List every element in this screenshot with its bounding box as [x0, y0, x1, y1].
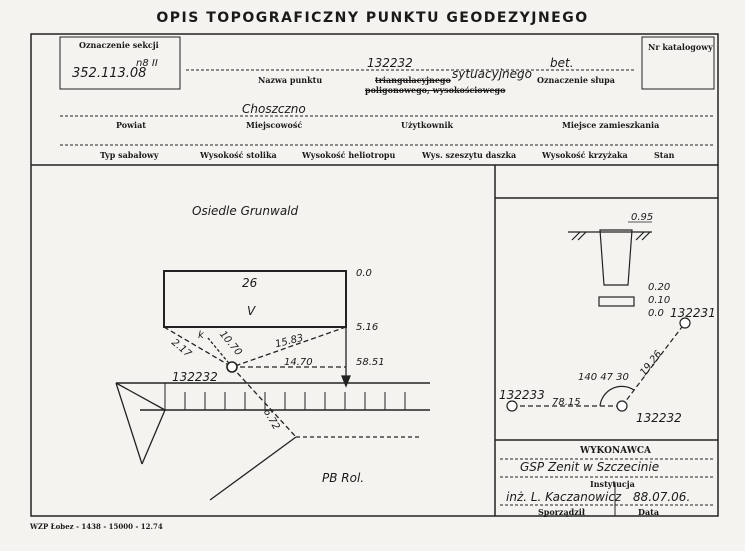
data-label: Data — [638, 507, 659, 517]
depth-c: 0.0 — [648, 308, 664, 319]
point-number: 132232 — [367, 56, 413, 70]
point-type-strike-1: triangulacyjnego — [375, 75, 451, 85]
wykonawca-value: GSP Zenit w Szczecinie — [520, 460, 660, 474]
angle-label: 140 47 30 — [578, 372, 629, 383]
stan-label: Stan — [654, 150, 675, 160]
pt-left-label: 132233 — [499, 388, 545, 402]
miejsce-label: Miejsce zamieszkania — [562, 120, 660, 130]
sporzadzil-label: Sporządził — [538, 507, 585, 517]
depth-top: 0.95 — [631, 212, 654, 223]
stolik-label: Wysokość stolika — [200, 150, 277, 160]
section-label: Oznaczenie sekcji — [79, 40, 159, 50]
catalog-label: Nr katalogowy — [648, 42, 713, 52]
heliotrop-label: Wysokość heliotropu — [302, 150, 396, 160]
wykonawca-label: WYKONAWCA — [580, 446, 651, 456]
offset-top: 0.0 — [356, 268, 372, 279]
building-floors: V — [247, 304, 256, 318]
dist-3: 10.70 — [216, 328, 244, 359]
krzyzak-label: Wysokość krzyżaka — [542, 150, 628, 160]
szeszyt-label: Wys. szeszytu daszka — [422, 150, 517, 160]
pb-label: PB Rol. — [322, 471, 365, 485]
pt-bottom-label: 132232 — [636, 411, 682, 425]
powiat-label: Powiat — [116, 120, 146, 130]
dist-5: 6.72 — [260, 407, 282, 432]
point-bottom — [617, 401, 627, 411]
dist-right: 19.26 — [638, 348, 665, 379]
typ-label: Typ sabałowy — [100, 150, 159, 160]
base-plate — [599, 297, 634, 306]
marker-label: Oznaczenie słupa — [537, 75, 615, 85]
point-left — [507, 401, 517, 411]
depth-a: 0.20 — [648, 282, 671, 293]
sporzadzil-value: inż. L. Kaczanowicz — [506, 490, 622, 504]
depth-b: 0.10 — [648, 295, 671, 306]
pt-right-label: 132231 — [670, 306, 716, 320]
point-type-handwritten: sytuacyjnego — [452, 67, 532, 81]
instytucja-label: Instytucja — [590, 479, 635, 489]
dist-left: 78.15 — [552, 397, 581, 408]
point-type-strike-2: poligonowego, wysokościowego — [365, 85, 506, 95]
corner-label: k — [198, 330, 204, 341]
marker-value: bet. — [550, 56, 574, 70]
dist-1: 15.83 — [274, 332, 305, 351]
section-value: 352.113.08 — [72, 66, 147, 81]
offset-mid: 5.16 — [356, 322, 379, 333]
miejscowosc-label: Miejscowość — [246, 120, 303, 130]
dist-4: 2.17 — [169, 337, 194, 360]
form-title: OPIS TOPOGRAFICZNY PUNKTU GEODEZYJNEGO — [156, 10, 589, 26]
pillar-outline — [600, 230, 632, 285]
miejscowosc-value: Choszczno — [242, 102, 306, 116]
place-name: Osiedle Grunwald — [192, 204, 299, 218]
printer-imprint: WZP Łobez - 1438 - 15000 - 12.74 — [30, 522, 163, 531]
section-note: n8 II — [136, 58, 158, 69]
offset-bot: 58.51 — [356, 357, 385, 368]
data-value: 88.07.06. — [633, 490, 691, 504]
building-number: 26 — [242, 276, 258, 290]
uzytkownik-label: Użytkownik — [401, 120, 454, 130]
point-name-label: Nazwa punktu — [258, 75, 323, 85]
main-point-label: 132232 — [172, 370, 218, 384]
dist-2: 14.70 — [284, 357, 313, 368]
